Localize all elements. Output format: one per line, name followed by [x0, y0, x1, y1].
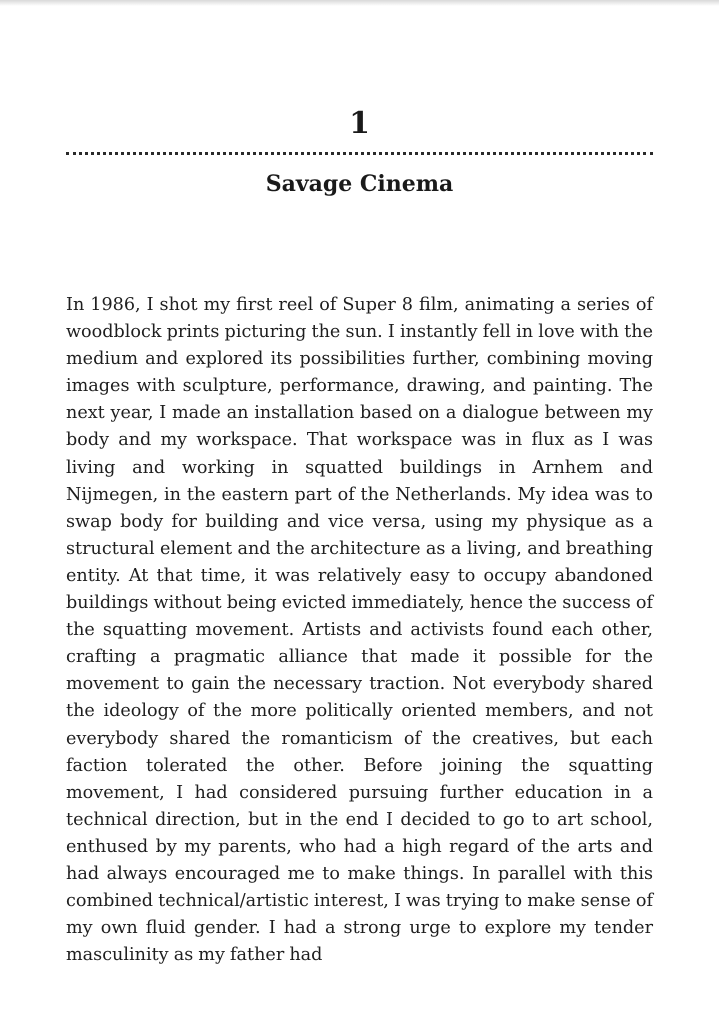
top-edge-shadow [0, 0, 719, 6]
chapter-title: Savage Cinema [265, 171, 454, 197]
body-paragraph: In 1986, I shot my first reel of Super 8 film, animating a series of woodblock prints picturing the sun. I instantly fell in love with the medium and explored its possibilities further, combining moving images with sculpture, performance, drawing, and painting. The next year, I made an installation based on a dialogue between my body and my workspace. That workspace was in flux as I was living and working in squatted buildings in Arnhem and Nijmegen, in the eastern part of the Netherlands. My idea was to swap body for building and vice versa, using my physique as a structural element and the architecture as a living, and breathing entity. At that time, it was relatively easy to occupy abandoned buildings without being evicted immediately, hence the success of the squatting movement. Artists and activists found each other, crafting a pragmatic alliance that made it possible for the movement to gain the necessary traction. Not everybody shared the ideology of the more politically oriented members, and not everybody shared the romanticism of the creatives, but each faction tolerated the other. Before joining the squatting movement, I had considered pursuing further education in a technical direction, but in the end I decided to go to art school, enthused by my parents, who had a high regard of the arts and had always encouraged me to make things. In parallel with this combined technical/artistic interest, I was trying to make sense of my own fluid gender. I had a strong urge to explore my tender masculinity as my father had [66, 295, 653, 966]
chapter-number: 1 [349, 106, 370, 141]
chapter-divider [66, 152, 653, 155]
